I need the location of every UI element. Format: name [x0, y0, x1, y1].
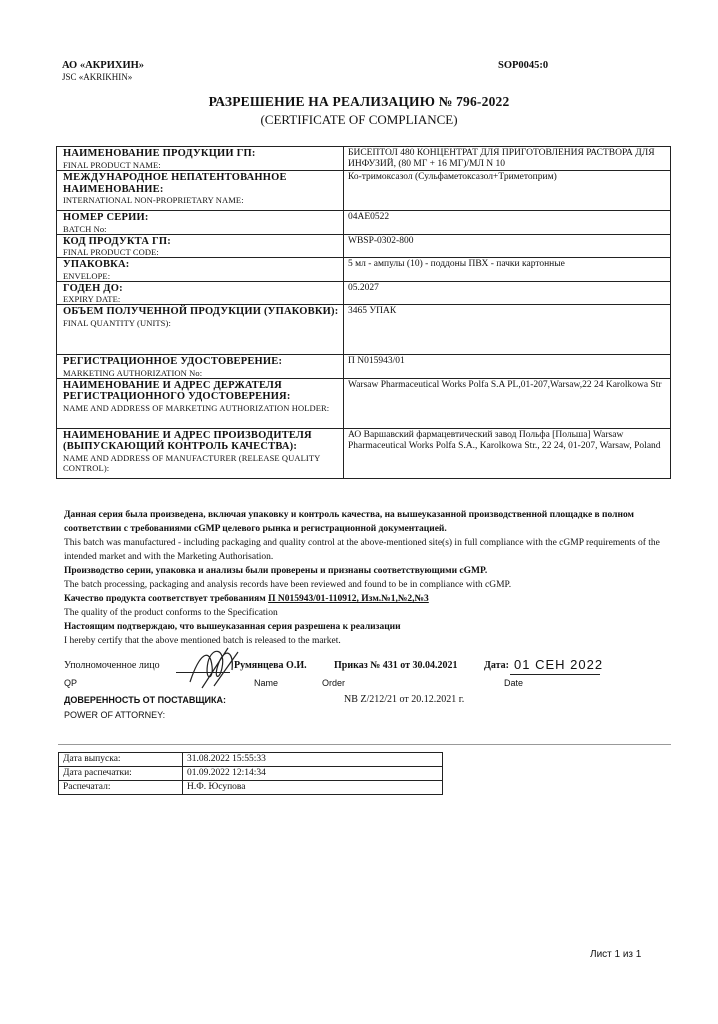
statement-manufacture-en: This batch was manufactured - including packaging and quality control at the above-mentioned site(s) in full compliance with the cGMP requirements of the intended market and with the Marketing Authorisation.: [64, 538, 660, 562]
qp-name: Румянцева О.И.: [234, 660, 307, 671]
statement-gmp-en: The batch processing, packaging and analysis records have been reviewed and found to be in compliance with cGMP.: [64, 580, 512, 590]
table-row: [57, 281, 671, 305]
page-number: Лист 1 из 1: [590, 949, 642, 960]
statement-manufacture-ru: Данная серия была произведена, включая упаковку и контроль качества, на вышеуказанной производственной площадке в полном соответствии с требованиями cGMP целевого рынка и регистрационной документацией.: [64, 510, 634, 534]
table-row: [59, 781, 443, 795]
row-label: УПАКОВКА: ENVELOPE:: [57, 258, 344, 282]
row-label: НАИМЕНОВАНИЕ И АДРЕС ПРОИЗВОДИТЕЛЯ (ВЫПУСКАЮЩИЙ КОНТРОЛЬ КАЧЕСТВА): NAME AND ADDRESS OF MANUFACTURER (RELEASE QUALITY CONTROL):: [57, 428, 344, 478]
specification-reference: П N015943/01-110912, Изм.№1,№2,№3: [268, 594, 429, 604]
row-value: 05.2027: [344, 281, 671, 305]
statement-quality-prefix: Качество продукта соответствует требованиям: [64, 594, 266, 604]
statement-quality-en: The quality of the product conforms to the Specification: [64, 608, 278, 618]
divider: [58, 744, 671, 745]
row-label: КОД ПРОДУКТА ГП: FINAL PRODUCT CODE:: [57, 234, 344, 258]
statement-quality-ru: [64, 592, 674, 606]
certificate-subtitle: (CERTIFICATE OF COMPLIANCE): [260, 112, 458, 127]
print-info-table: [58, 752, 443, 795]
row-value: П N015943/01: [344, 355, 671, 379]
statement-gmp-ru: Производство серии, упаковка и анализы были проверены и признаны соответствующими cGMP.: [64, 566, 488, 576]
table-row: [59, 767, 443, 781]
qp-label-en: QP: [64, 678, 78, 688]
compliance-statements: [64, 508, 674, 648]
row-label: РЕГИСТРАЦИОННОЕ УДОСТОВЕРЕНИЕ: MARKETING AUTHORIZATION No:: [57, 355, 344, 379]
name-label-en: Name: [254, 678, 279, 688]
date-label-en: Date: [504, 678, 524, 688]
table-row: [57, 147, 671, 171]
row-value: Warsaw Pharmaceutical Works Polfa S.A PL,01-207,Warsaw,22 24 Karolkowa Str: [344, 378, 671, 428]
row-value: БИСЕПТОЛ 480 КОНЦЕНТРАТ ДЛЯ ПРИГОТОВЛЕНИЯ РАСТВОРА ДЛЯ ИНФУЗИЙ, (80 МГ + 16 МГ)/МЛ N 10: [344, 147, 671, 171]
company-name-en: JSC «AKRIKHIN»: [62, 72, 133, 82]
print-info-value: Н.Ф. Юсупова: [183, 781, 443, 795]
row-value: 5 мл - ампулы (10) - поддоны ПВХ - пачки картонные: [344, 258, 671, 282]
row-label: МЕЖДУНАРОДНОЕ НЕПАТЕНТОВАННОЕ НАИМЕНОВАНИЕ: INTERNATIONAL NON-PROPRIETARY NAME:: [57, 171, 344, 211]
table-row: [57, 171, 671, 211]
power-of-attorney-label-en: POWER OF ATTORNEY:: [64, 710, 166, 720]
row-value: WBSP-0302-800: [344, 234, 671, 258]
row-value: Ко-тримоксазол (Сульфаметоксазол+Триметоприм): [344, 171, 671, 211]
print-info-key: Дата распечатки:: [59, 767, 183, 781]
print-info-value: 31.08.2022 15:55:33: [183, 753, 443, 767]
certificate-title: РАЗРЕШЕНИЕ НА РЕАЛИЗАЦИЮ № 796-2022: [208, 94, 510, 109]
print-info-key: Дата выпуска:: [59, 753, 183, 767]
power-of-attorney-label: ДОВЕРЕННОСТЬ ОТ ПОСТАВЩИКА:: [64, 695, 226, 705]
table-row: [59, 753, 443, 767]
row-label: ОБЪЕМ ПОЛУЧЕННОЙ ПРОДУКЦИИ (УПАКОВКИ): FINAL QUANTITY (UNITS):: [57, 305, 344, 355]
table-row: [57, 355, 671, 379]
print-info-value: 01.09.2022 12:14:34: [183, 767, 443, 781]
row-value: АО Варшавский фармацевтический завод Польфа [Польша] Warsaw Pharmaceutical Works Polfa S.A., Karolkowa Str., 22 24, 01-207, Warsaw, Poland: [344, 428, 671, 478]
release-date-stamp: 01 СЕН 2022: [514, 657, 604, 672]
table-row: [57, 428, 671, 478]
row-label: ГОДЕН ДО: EXPIRY DATE:: [57, 281, 344, 305]
statement-release-ru: Настоящим подтверждаю, что вышеуказанная серия разрешена к реализации: [64, 622, 401, 632]
date-label: Дата:: [484, 660, 509, 671]
qp-label: Уполномоченное лицо: [64, 660, 160, 671]
row-value: 04AE0522: [344, 211, 671, 235]
table-row: [57, 305, 671, 355]
order-label-en: Order: [322, 678, 346, 688]
table-row: [57, 211, 671, 235]
order-reference: Приказ № 431 от 30.04.2021: [334, 660, 458, 671]
company-name-ru: АО «АКРИХИН»: [62, 60, 145, 71]
row-value: 3465 УПАК: [344, 305, 671, 355]
row-label: НАИМЕНОВАНИЕ И АДРЕС ДЕРЖАТЕЛЯ РЕГИСТРАЦИОННОГО УДОСТОВЕРЕНИЯ: NAME AND ADDRESS OF MARKETING AUTHORIZATION HOLDER:: [57, 378, 344, 428]
table-row: [57, 258, 671, 282]
product-info-table: [56, 146, 671, 479]
table-row: [57, 234, 671, 258]
statement-release-en: I hereby certify that the above mentioned batch is released to the market.: [64, 636, 341, 646]
row-label: НОМЕР СЕРИИ: BATCH No:: [57, 211, 344, 235]
document-code: SOP0045:0: [498, 60, 549, 71]
power-of-attorney-value: NB Z/212/21 от 20.12.2021 г.: [344, 694, 465, 705]
row-label: НАИМЕНОВАНИЕ ПРОДУКЦИИ ГП: FINAL PRODUCT NAME:: [57, 147, 344, 171]
table-row: [57, 378, 671, 428]
print-info-key: Распечатал:: [59, 781, 183, 795]
